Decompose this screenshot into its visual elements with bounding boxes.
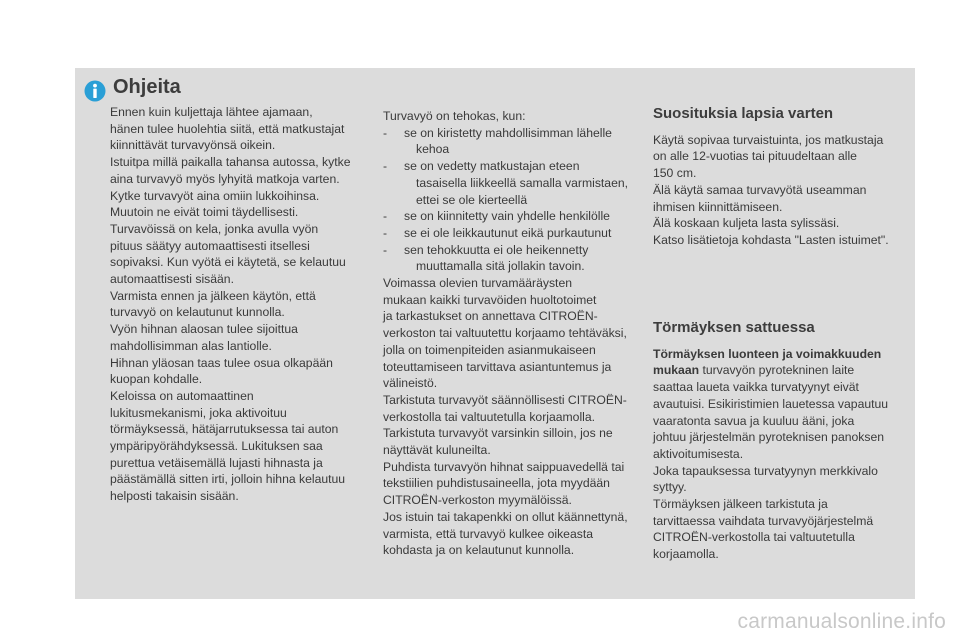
text-line: Hihnan yläosan taas tulee osua olkapään [110, 355, 333, 370]
text-line: CITROËN-verkostolla tai valtuutetulla [653, 530, 855, 545]
text-line: pituus säätyy automaattisesti itsellesi [110, 238, 310, 253]
text-line: lukitusmekanismi, joka aktivoituu [110, 405, 287, 420]
text-line: Älä käytä samaa turvavyötä useamman [653, 182, 867, 197]
text-line: Voimassa olevien turvamääräysten [383, 276, 573, 291]
text-line: purettua vetäisemällä lujasti hihnasta ja [110, 455, 323, 470]
text-line: Muutoin ne eivät toimi täydellisesti. [110, 205, 299, 220]
page-title: Ohjeita [113, 76, 181, 98]
text-line: ympäripyörähdyksessä. Lukituksen saa [110, 439, 323, 454]
section-heading: Törmäyksen sattuessa [653, 319, 815, 336]
list-item [383, 125, 638, 158]
text-line: turvavyö on kelautunut kunnolla. [110, 305, 285, 320]
text-line: Tarkistuta turvavyöt varsinkin silloin, jos ne [383, 426, 613, 441]
text-line: kuopan kohdalle. [110, 372, 203, 387]
conditions-list [383, 125, 638, 275]
text-line: saattaa laueta vaikka turvatyynyt eivät [653, 380, 859, 395]
text-line: automaattisesti sisään. [110, 272, 234, 287]
text-line: on alle 12-vuotias tai pituudeltaan alle [653, 149, 857, 164]
text-line: Ennen kuin kuljettaja lähtee ajamaan, [110, 105, 313, 119]
text-line: välineistö. [383, 376, 438, 391]
children-section [653, 106, 903, 249]
text-line: aktivoitumisesta. [653, 446, 744, 461]
list-item-line: kehoa [416, 142, 450, 157]
text-line: helposti takaisin sisään. [110, 489, 239, 504]
section-heading: Suosituksia lapsia varten [653, 105, 834, 122]
text-line [653, 362, 903, 379]
list-item-line: - se on kiristetty mahdollisimman lähelle [404, 125, 612, 140]
text-line: syttyy. [653, 480, 687, 495]
text-line: mukaan kaikki turvavöiden huoltotoimet [383, 292, 597, 307]
text-line: varmista, että turvavyö kulkee oikeasta [383, 526, 593, 541]
text-line: 150 cm. [653, 166, 697, 181]
info-icon [84, 80, 106, 102]
text-line: Keloissa on automaattinen [110, 388, 254, 403]
bold-text: mukaan [653, 363, 700, 378]
text-line: CITROËN-verkoston myymälöissä. [383, 493, 572, 508]
list-item [383, 208, 638, 225]
section-body [653, 132, 903, 249]
text-line: Varmista ennen ja jälkeen käytön, että [110, 288, 316, 303]
collision-section [653, 320, 903, 563]
text-line: ihmisen kiinnittämiseen. [653, 199, 783, 214]
list-item-line: - se ei ole leikkautunut eikä purkautunut [404, 225, 612, 240]
text-line [653, 346, 903, 363]
text-line: kohdasta ja on kelautunut kunnolla. [383, 543, 575, 558]
text-line: tekstiilien puhdistusaineella, jota myydään [383, 476, 610, 491]
text-line: korjaamolla. [653, 547, 719, 562]
text-line: avautuisi. Esikiristimien lauetessa vapautuu [653, 396, 889, 411]
text-line: päästämällä sitten irti, jolloin hihna kelautuu [110, 472, 346, 487]
text-line: Vyön hihnan alaosan tulee sijoittua [110, 322, 298, 337]
text-line: mahdollisimman alas lantiolle. [110, 338, 272, 353]
text-line: Turvavöissä on kela, jonka avulla vyön [110, 221, 319, 236]
text-line: hänen tulee huolehtia siitä, että matkustajat [110, 121, 345, 136]
text-line: Tarkistuta turvavyöt säännöllisesti CITROËN- [383, 392, 627, 407]
list-item [383, 225, 638, 242]
watermark: carmanualsonline.info [737, 610, 946, 633]
list-item-line: ettei se ole kierteellä [416, 192, 528, 207]
text-line: tarvittaessa vaihdata turvavyöjärjestelmä [653, 513, 874, 528]
text-line: Puhdista turvavyön hihnat saippuavedellä tai [383, 459, 625, 474]
text-line: Joka tapauksessa turvatyynyn merkkivalo [653, 463, 878, 478]
text-line: Älä koskaan kuljeta lasta sylissäsi. [653, 216, 840, 231]
text-span: turvavyön pyrotekninen laite [699, 363, 855, 378]
text-line: Istuitpa millä paikalla tahansa autossa, kytke [110, 155, 351, 170]
effectiveness-column [383, 108, 638, 559]
text-line: kiinnittävät turvavyönsä oikein. [110, 138, 276, 153]
list-item-line: - se on kiinnitetty vain yhdelle henkilölle [404, 209, 610, 224]
list-intro: Turvavyö on tehokas, kun: [383, 109, 526, 123]
text-line: törmäyksessä, hätäjarrutuksessa tai auton [110, 422, 339, 437]
list-item [383, 242, 638, 275]
text-line: näyttävät kuluneilta. [383, 443, 491, 458]
bold-text: Törmäyksen luonteen ja voimakkuuden [653, 346, 882, 361]
list-item-line: - sen tehokkuutta ei ole heikennetty [404, 242, 589, 257]
list-item-line: - se on vedetty matkustajan eteen [404, 159, 580, 174]
text-line: Törmäyksen jälkeen tarkistuta ja [653, 497, 828, 512]
list-item [383, 158, 638, 208]
list-item-line: tasaisella liikkeellä samalla varmistaen, [416, 175, 629, 190]
text-line: aina turvavyö myös lyhyitä matkoja varten. [110, 171, 340, 186]
text-line: vaaratonta savua ja kuuluu ääni, joka [653, 413, 855, 428]
text-line: Käytä sopivaa turvaistuinta, jos matkustaja [653, 132, 884, 147]
text-line: verkostolla tai valtuutetulla korjaamolla. [383, 409, 596, 424]
text-line: jolla on toimenpiteiden asianmukaiseen [383, 342, 596, 357]
text-line: verkoston tai valtuutettu korjaamo tehtäväksi, [383, 326, 627, 341]
text-line: Jos istuin tai takapenkki on ollut käännettynä, [383, 509, 628, 524]
text-line: Kytke turvavyöt aina omiin lukkoihinsa. [110, 188, 320, 203]
text-line: sopivaksi. Kun vyötä ei käytetä, se kelautuu [110, 255, 346, 270]
text-line: ja tarkastukset on annettava CITROËN- [383, 309, 598, 324]
intro-column [110, 104, 360, 505]
list-item-line: muuttamalla sitä jollakin tavoin. [416, 259, 585, 274]
text-line: Katso lisätietoja kohdasta "Lasten istuimet". [653, 232, 889, 247]
text-line: johtuu järjestelmän pyroteknisen panoksen [653, 430, 885, 445]
text-line: toteuttamiseen tarvittava asiantuntemus ja [383, 359, 612, 374]
